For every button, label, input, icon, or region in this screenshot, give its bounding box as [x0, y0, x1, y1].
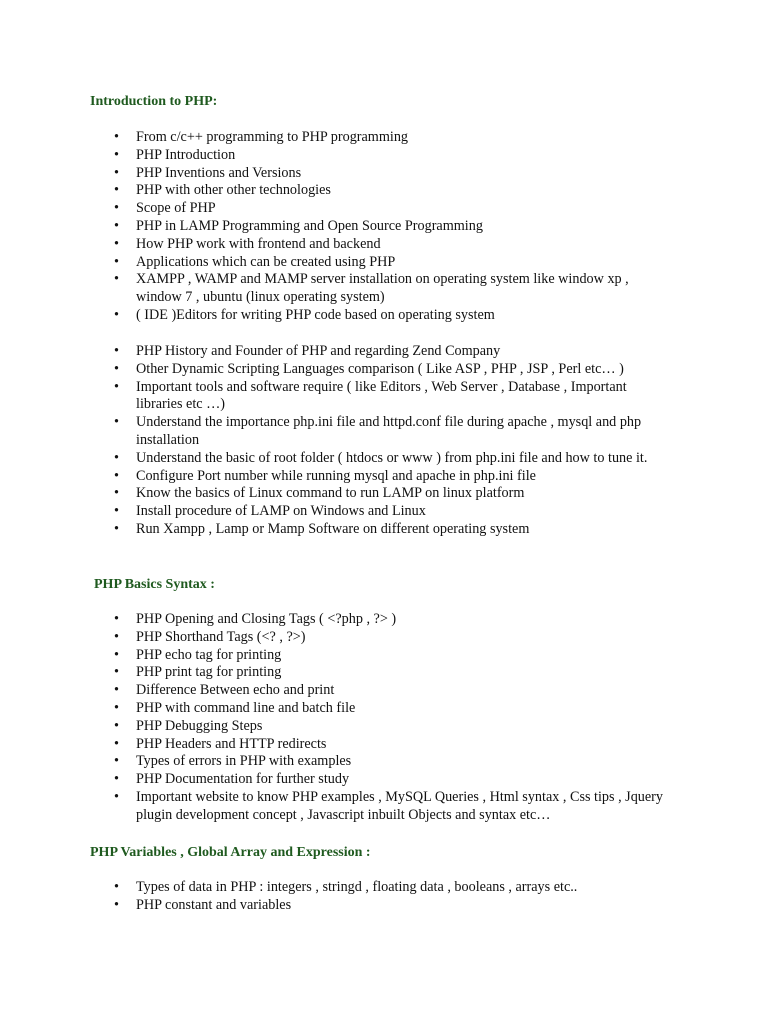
list-item: • PHP with other other technologies: [114, 182, 331, 199]
list-item: • Install procedure of LAMP on Windows and Linux: [114, 503, 426, 520]
list-item: • PHP constant and variables: [114, 896, 292, 913]
bullet-icon: •: [114, 788, 119, 805]
bullet-icon: •: [114, 146, 119, 163]
list-item: • PHP Inventions and Versions: [114, 164, 302, 181]
bullet-icon: •: [114, 717, 119, 734]
variables-topic-list: [114, 879, 674, 915]
bullet-icon: •: [114, 343, 119, 359]
list-item: • Types of errors in PHP with examples: [114, 753, 352, 770]
bullet-icon: •: [114, 628, 119, 645]
bullet-icon: •: [114, 449, 119, 466]
list-item: • How PHP work with frontend and backend: [114, 235, 381, 252]
list-item: • PHP in LAMP Programming and Open Source Programming: [114, 217, 483, 234]
list-item: • PHP Documentation for further study: [114, 771, 350, 788]
list-item: • PHP echo tag for printing: [114, 646, 282, 663]
list-item: • PHP Debugging Steps: [114, 717, 263, 734]
bullet-icon: •: [114, 896, 119, 913]
list-item: • Difference Between echo and print: [114, 682, 335, 699]
bullet-icon: •: [114, 735, 119, 752]
bullet-icon: •: [114, 129, 119, 145]
section-heading-basics-syntax: PHP Basics Syntax :: [94, 577, 215, 592]
bullet-icon: •: [114, 682, 119, 699]
list-item: • From c/c++ programming to PHP programming: [114, 129, 409, 145]
bullet-icon: •: [114, 414, 119, 431]
bullet-icon: •: [114, 753, 119, 770]
bullet-icon: •: [114, 467, 119, 484]
bullet-icon: •: [114, 664, 119, 681]
list-item: • Understand the basic of root folder ( htdocs or www ) from php.ini file and how to tune it.: [114, 449, 648, 466]
basics-syntax-topic-list: [114, 611, 674, 825]
list-item: • ( IDE )Editors for writing PHP code based on operating system: [114, 306, 495, 323]
list-item: • PHP with command line and batch file: [114, 699, 356, 716]
bullet-icon: •: [114, 771, 119, 788]
list-item: • Know the basics of Linux command to run LAMP on linux platform: [114, 485, 525, 502]
list-item: • PHP Shorthand Tags (<? , ?>): [114, 628, 306, 645]
list-item: • Applications which can be created using PHP: [114, 253, 396, 270]
bullet-icon: •: [114, 200, 119, 217]
list-item: • PHP Introduction: [114, 146, 236, 163]
list-item: • PHP print tag for printing: [114, 664, 282, 681]
section-heading-introduction: Introduction to PHP:: [90, 94, 218, 109]
bullet-icon: •: [114, 235, 119, 252]
list-item: • PHP Opening and Closing Tags ( <?php , ?> ): [114, 611, 397, 627]
list-item: • PHP Headers and HTTP redirects: [114, 735, 327, 752]
bullet-icon: •: [114, 182, 119, 199]
bullet-icon: •: [114, 699, 119, 716]
bullet-icon: •: [114, 611, 119, 627]
bullet-icon: •: [114, 646, 119, 663]
bullet-icon: •: [114, 520, 119, 537]
bullet-icon: •: [114, 378, 119, 395]
list-item: • Other Dynamic Scripting Languages comparison ( Like ASP , PHP , JSP , Perl etc… ): [114, 360, 624, 377]
bullet-icon: •: [114, 271, 119, 288]
bullet-icon: •: [114, 879, 119, 895]
list-item: • Configure Port number while running mysql and apache in php.ini file: [114, 467, 536, 484]
list-item: • XAMPP , WAMP and MAMP server installation on operating system like window xp , window 7 , ubuntu (linux operating system): [114, 271, 629, 306]
section-heading-variables: PHP Variables , Global Array and Expression :: [90, 845, 371, 860]
introduction-topic-list: [114, 129, 662, 325]
list-item: • Important tools and software require ( like Editors , Web Server , Database , Important libraries etc …): [114, 378, 627, 413]
list-item: • Scope of PHP: [114, 200, 216, 217]
bullet-icon: •: [114, 164, 119, 181]
list-item: • Types of data in PHP : integers , stringd , floating data , booleans , arrays etc..: [114, 879, 578, 895]
list-item: • Run Xampp , Lamp or Mamp Software on different operating system: [114, 520, 530, 537]
bullet-icon: •: [114, 217, 119, 234]
introduction-topic-list-continued: [114, 343, 674, 539]
list-item: • Important website to know PHP examples , MySQL Queries , Html syntax , Css tips , Jquery plugin development concept , Javascript inbuilt Objects and syntax etc…: [114, 788, 664, 823]
bullet-icon: •: [114, 360, 119, 377]
bullet-icon: •: [114, 503, 119, 520]
list-item: • PHP History and Founder of PHP and regarding Zend Company: [114, 343, 501, 359]
bullet-icon: •: [114, 485, 119, 502]
bullet-icon: •: [114, 306, 119, 323]
list-item: • Understand the importance php.ini file and httpd.conf file during apache , mysql and php installation: [114, 414, 642, 448]
bullet-icon: •: [114, 253, 119, 270]
